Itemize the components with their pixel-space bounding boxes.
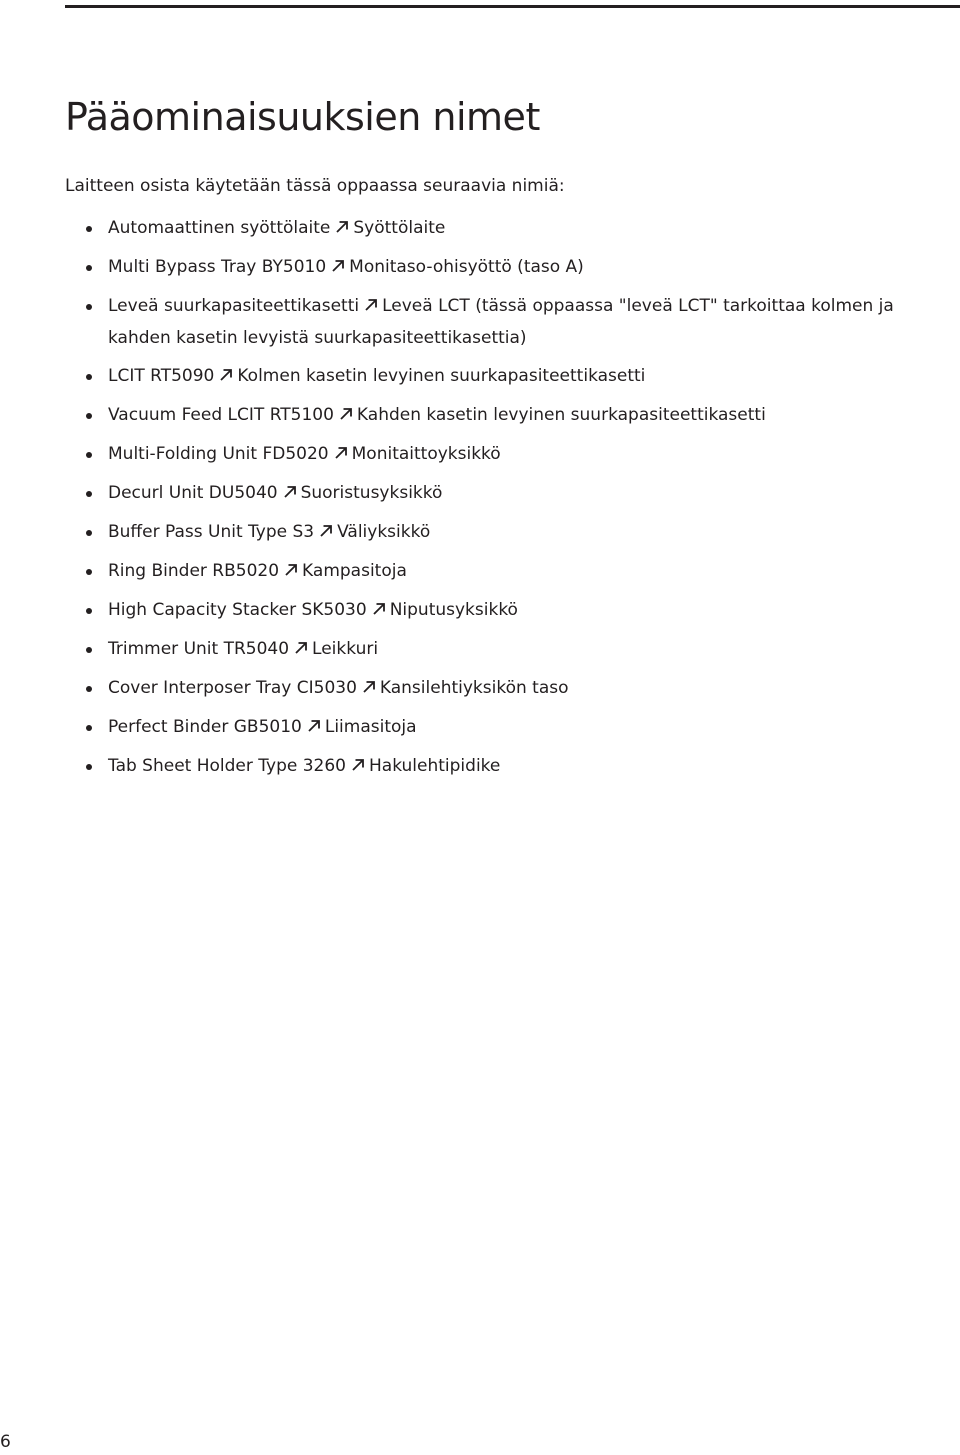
arrow-right-icon bbox=[319, 522, 333, 538]
item-name: Decurl Unit DU5040 bbox=[108, 483, 278, 503]
arrow-right-icon bbox=[339, 405, 353, 421]
bullet-icon bbox=[86, 226, 92, 232]
item-name: Multi-Folding Unit FD5020 bbox=[108, 444, 329, 464]
arrow-right-icon bbox=[364, 296, 378, 312]
item-name: Buffer Pass Unit Type S3 bbox=[108, 522, 315, 542]
list-item bbox=[82, 399, 940, 432]
arrow-right-icon bbox=[307, 717, 321, 733]
list-item bbox=[82, 516, 940, 549]
list-item bbox=[82, 555, 940, 588]
item-name: Automaattinen syöttölaite bbox=[108, 218, 331, 238]
item-name: High Capacity Stacker SK5030 bbox=[108, 600, 367, 620]
bullet-icon bbox=[86, 374, 92, 380]
bullet-icon bbox=[86, 265, 92, 271]
item-term: Liimasitoja bbox=[324, 717, 417, 737]
item-term: Syöttölaite bbox=[353, 218, 446, 238]
item-name: Vacuum Feed LCIT RT5100 bbox=[108, 405, 334, 425]
list-item bbox=[82, 290, 940, 354]
item-name: Multi Bypass Tray BY5010 bbox=[108, 257, 327, 277]
item-term: Suoristusyksikkö bbox=[300, 483, 443, 503]
arrow-right-icon bbox=[372, 600, 386, 616]
bullet-icon bbox=[86, 530, 92, 536]
item-term: Leveä LCT (tässä oppaassa "leveä LCT" tarkoittaa kolmen ja kahden kasetin levyistä suurkapasiteettikasettia) bbox=[108, 296, 894, 348]
bullet-icon bbox=[86, 647, 92, 653]
list-item bbox=[82, 477, 940, 510]
page-number: 6 bbox=[0, 1432, 11, 1452]
item-term: Kansilehtiyksikön taso bbox=[379, 678, 569, 698]
page-title: Pääominaisuuksien nimet bbox=[65, 95, 540, 139]
item-name: LCIT RT5090 bbox=[108, 366, 215, 386]
item-term: Kahden kasetin levyinen suurkapasiteettikasetti bbox=[356, 405, 766, 425]
item-name: Leveä suurkapasiteettikasetti bbox=[108, 296, 360, 316]
list-item bbox=[82, 633, 940, 666]
item-term: Kampasitoja bbox=[302, 561, 407, 581]
item-name: Ring Binder RB5020 bbox=[108, 561, 280, 581]
arrow-right-icon bbox=[334, 444, 348, 460]
arrow-right-icon bbox=[351, 756, 365, 772]
list-item bbox=[82, 360, 940, 393]
bullet-icon bbox=[86, 725, 92, 731]
list-item bbox=[82, 438, 940, 471]
item-term: Hakulehtipidike bbox=[369, 756, 501, 776]
item-name: Tab Sheet Holder Type 3260 bbox=[108, 756, 346, 776]
item-name: Perfect Binder GB5010 bbox=[108, 717, 302, 737]
header-rule bbox=[65, 5, 960, 8]
item-name: Cover Interposer Tray CI5030 bbox=[108, 678, 357, 698]
list-item bbox=[82, 251, 940, 284]
item-term: Monitaso-ohisyöttö (taso A) bbox=[349, 257, 584, 277]
bullet-icon bbox=[86, 569, 92, 575]
item-name: Trimmer Unit TR5040 bbox=[108, 639, 290, 659]
list-item bbox=[82, 212, 940, 245]
item-term: Kolmen kasetin levyinen suurkapasiteettikasetti bbox=[237, 366, 646, 386]
bullet-icon bbox=[86, 608, 92, 614]
list-item bbox=[82, 594, 940, 627]
bullet-icon bbox=[86, 686, 92, 692]
bullet-icon bbox=[86, 764, 92, 770]
bullet-icon bbox=[86, 413, 92, 419]
bullet-icon bbox=[86, 491, 92, 497]
intro-text: Laitteen osista käytetään tässä oppaassa seuraavia nimiä: bbox=[65, 176, 565, 196]
item-term: Väliyksikkö bbox=[337, 522, 431, 542]
item-term: Niputusyksikkö bbox=[389, 600, 518, 620]
list-item bbox=[82, 672, 940, 705]
bullet-icon bbox=[86, 304, 92, 310]
arrow-right-icon bbox=[331, 257, 345, 273]
item-term: Monitaittoyksikkö bbox=[351, 444, 501, 464]
arrow-right-icon bbox=[284, 561, 298, 577]
list-item bbox=[82, 711, 940, 744]
name-list bbox=[82, 212, 940, 789]
arrow-right-icon bbox=[362, 678, 376, 694]
item-term: Leikkuri bbox=[312, 639, 379, 659]
arrow-right-icon bbox=[294, 639, 308, 655]
bullet-icon bbox=[86, 452, 92, 458]
list-item bbox=[82, 750, 940, 783]
arrow-right-icon bbox=[283, 483, 297, 499]
arrow-right-icon bbox=[219, 366, 233, 382]
arrow-right-icon bbox=[335, 218, 349, 234]
